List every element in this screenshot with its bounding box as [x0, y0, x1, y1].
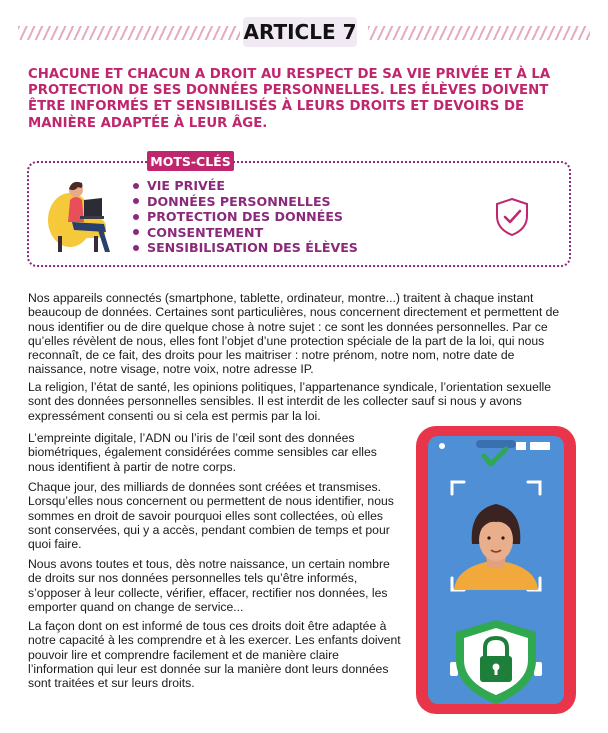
keyword-label: VIE PRIVÉE: [147, 178, 225, 193]
body-paragraph: Nos appareils connectés (smartphone, tablette, ordinateur, montre...) traitent à chaque instant beaucoup de données. Certaines sont particulières, nous concernent directement et permettent de nous identifier ou de dire quelque chose à notre sujet : ce sont les données personnelles. Par ce qu’elles révèlent de nous, elles font l’objet d’une protection spéciale de la part de la loi, qui nous reconnaît, de ce fait, des droits pour les maitriser : notre prénom, notre nom, notre date de naissance, notre visage, notre voix, notre adresse IP.: [28, 291, 560, 377]
keyword-label: PROTECTION DES DONNÉES: [147, 209, 344, 224]
keyword-item: [133, 194, 358, 210]
keywords-title: MOTS-CLÉS: [147, 151, 234, 171]
keyword-item: [133, 178, 358, 194]
person-laptop-illustration: [44, 170, 124, 258]
body-paragraph: Chaque jour, des milliards de données sont créées et transmises. Lorsqu’elles nous concernent ou permettent de nous identifier, nous sommes en droit de savoir pourquoi elles sont collectées, où elles sont conservées, qui y a accès, pendant combien de temps et pour quoi faire.: [28, 480, 394, 552]
bullet-icon: [133, 198, 139, 204]
shield-check-icon: [493, 196, 531, 238]
keyword-item: [133, 209, 358, 225]
header-hatch-right: [368, 26, 590, 40]
body-paragraph: La religion, l’état de santé, les opinions politiques, l’appartenance syndicale, l’orientation sexuelle sont des données personnelles sensibles. Il est interdit de les collecter sauf si nous y avons expressément consenti ou si cela est permis par la loi.: [28, 380, 552, 423]
bullet-icon: [133, 214, 139, 220]
header-hatch-left: [18, 26, 240, 40]
phone-face-scan-illustration: [414, 424, 578, 716]
article-lead: CHACUNE ET CHACUN A DROIT AU RESPECT DE SA VIE PRIVÉE ET À LA PROTECTION DE SES DONNÉES PERSONNELLES. LES ÉLÈVES DOIVENT ÊTRE INFORMÉS ET SENSIBILISÉS À LEURS DROITS ET DEVOIRS DE MANIÈRE ADAPTÉE À LEUR ÂGE.: [28, 67, 551, 131]
keywords-list: [133, 178, 358, 256]
keyword-label: DONNÉES PERSONNELLES: [147, 193, 331, 209]
body-paragraph: La façon dont on est informé de tous ces droits doit être adaptée à notre capacité à les comprendre et à les exercer. Les enfants doivent pouvoir lire et comprendre facilement et de manière claire l’information qui leur est donnée sur la manière dont leurs données sont traitées et sur leurs droits.: [28, 619, 401, 691]
body-paragraph: Nous avons toutes et tous, dès notre naissance, un certain nombre de droits sur nos données personnelles tels qu’être informés, s’opposer à leur collecte, vérifier, effacer, rectifier nos données, les emporter quand on change de service...: [28, 557, 390, 614]
keyword-label: CONSENTEMENT: [147, 224, 264, 240]
body-paragraph: L’empreinte digitale, l’ADN ou l’iris de l’œil sont des données biométriques, également considérées comme sensibles car elles nous identifient à partir de notre corps.: [28, 431, 377, 474]
bullet-icon: [133, 229, 139, 235]
keyword-item: [133, 225, 358, 241]
bullet-icon: [133, 183, 139, 189]
article-title: ARTICLE 7: [243, 17, 357, 47]
keyword-label: SENSIBILISATION DES ÉLÈVES: [147, 240, 358, 255]
keyword-item: [133, 240, 358, 256]
bullet-icon: [133, 245, 139, 251]
